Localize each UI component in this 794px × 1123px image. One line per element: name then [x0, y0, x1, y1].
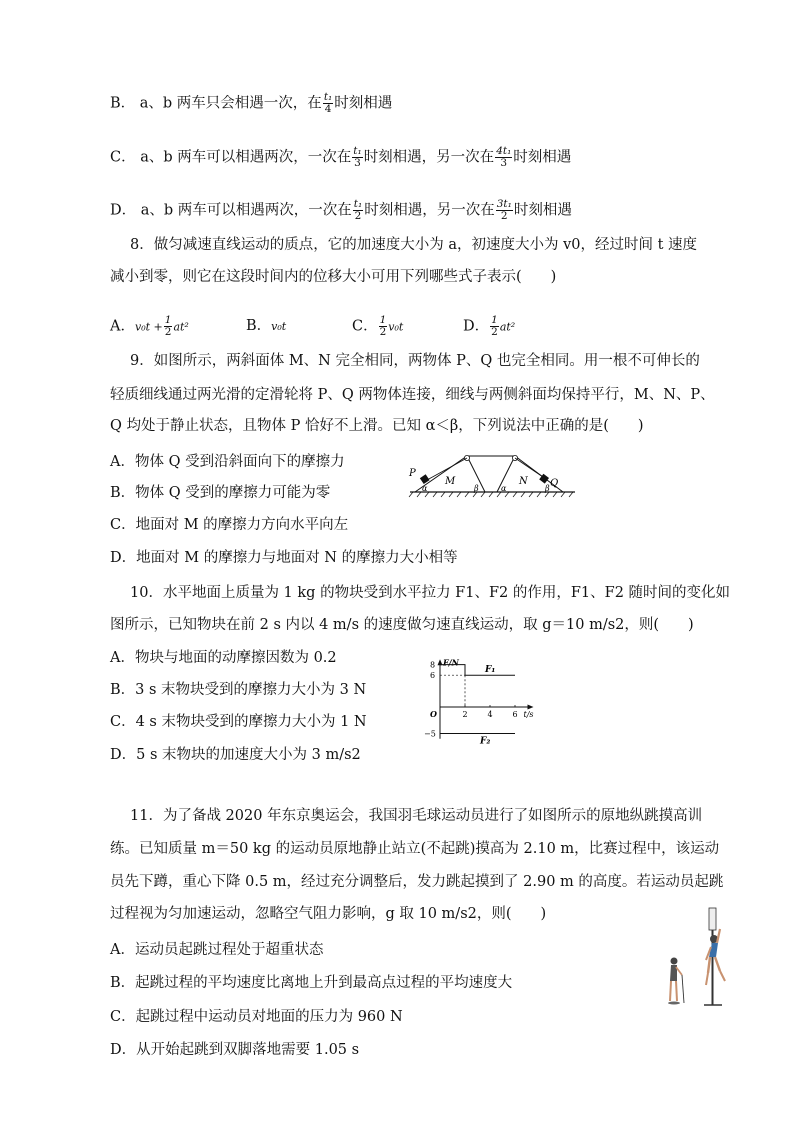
label-m: M: [445, 476, 456, 487]
x-tick-label: 6: [512, 710, 518, 719]
label-beta-m: β: [474, 484, 479, 493]
label-n: N: [519, 476, 528, 487]
q8-option-a: A．v₀t + $\frac{1}{2}$ at²: [110, 314, 189, 338]
q8-stem-line2: 减小到零，则它在这段时间内的位移大小可用下列哪些式子表示( ): [110, 269, 557, 285]
fraction: $\frac{\text{4t₁}}{3}$: [496, 145, 512, 169]
q11-option-a: A．运动员起跳过程处于超重状态: [110, 942, 324, 958]
q9-option-c: C．地面对 M 的摩擦力方向水平向左: [110, 517, 349, 533]
label-alpha-n: α: [501, 484, 507, 493]
q8-option-c: C． $\frac{1}{2}$ v₀t: [352, 314, 404, 338]
fraction: $\frac{\text{t₁}}{2}$: [353, 198, 363, 222]
q8-stem-line1: 8．做匀减速直线运动的质点，它的加速度大小为 a，初速度大小为 v0，经过时间 t 速度: [130, 237, 698, 253]
q8-option-b: B．v₀t: [246, 318, 287, 334]
q10-option-d: D．5 s 末物块的加速度大小为 3 m/s2: [110, 747, 361, 763]
label-q: Q: [550, 478, 559, 489]
fraction: $\frac{\text{t₁}}{3}$: [353, 145, 362, 169]
y-tick-label: 6: [430, 671, 436, 681]
fraction: $\frac{\text{t₁}}{4}$: [323, 91, 333, 115]
label-beta-n: β: [545, 484, 550, 493]
q11-option-d: D．从开始起跳到双脚落地需要 1.05 s: [110, 1042, 360, 1058]
q9-incline-figure: [405, 452, 580, 502]
series-label-2: F₂: [480, 736, 491, 747]
q9-option-b: B．物体 Q 受到的摩擦力可能为零: [110, 485, 331, 501]
y-axis-label: F/N: [443, 657, 459, 668]
q9-stem-line3: Q 均处于静止状态，且物体 P 恰好不上滑。已知 α＜β，下列说法中正确的是( ): [110, 418, 644, 434]
q11-stem-line4: 过程视为匀加速运动，忽略空气阻力影响，g 取 10 m/s2，则( ): [110, 906, 547, 922]
q9-stem-line1: 9．如图所示，两斜面体 M、N 完全相同，两物体 P、Q 也完全相同。用一根不可伸长的: [130, 353, 700, 369]
q11-stem-line2: 练。已知质量 m＝50 kg 的运动员原地静止站立(不起跳)摸高为 2.10 m，比赛过程中，该运动: [110, 841, 720, 857]
q9-option-a: A．物体 Q 受到沿斜面向下的摩擦力: [110, 454, 345, 470]
q9-option-d: D．地面对 M 的摩擦力与地面对 N 的摩擦力大小相等: [110, 550, 458, 566]
q10-option-b: B．3 s 末物块受到的摩擦力大小为 3 N: [110, 682, 367, 698]
x-axis-arrow: [528, 705, 534, 710]
origin-label: O: [430, 709, 437, 719]
q11-stem-line1: 11．为了备战 2020 年东京奥运会，我国羽毛球运动员进行了如图所示的原地纵跳摸高训: [130, 808, 703, 824]
q7-option-c: C． a、b 两车可以相遇两次，一次在 $\frac{\text{t₁}}{3}$ 时刻相遇，另一次在 $\frac{\text{4t₁}}{3}$ 时刻相遇: [110, 145, 572, 169]
series-label-1: F₁: [485, 665, 496, 676]
y-tick-label: 8: [430, 660, 436, 670]
x-tick-label: 2: [462, 710, 468, 719]
q9-stem-line2: 轻质细线通过两光滑的定滑轮将 P、Q 两物体连接，细线与两侧斜面均保持平行，M、N、P、: [110, 387, 715, 403]
q10-option-a: A．物块与地面的动摩擦因数为 0.2: [110, 650, 337, 666]
q11-option-c: C．起跳过程中运动员对地面的压力为 960 N: [110, 1009, 403, 1025]
q11-jump-illustration: [662, 905, 737, 1015]
q8-option-d: D． $\frac{1}{2}$ at²: [463, 314, 516, 338]
q10-force-time-chart: [418, 640, 578, 750]
q7-option-b: B． a、b 两车只会相遇一次，在 $\frac{\text{t₁}}{4}$ 时刻相遇: [110, 91, 393, 115]
q11-stem-line3: 员先下蹲，重心下降 0.5 m，经过充分调整后，发力跳起摸到了 2.90 m 的高度。若运动员起跳: [110, 874, 724, 890]
q10-option-c: C．4 s 末物块受到的摩擦力大小为 1 N: [110, 714, 367, 730]
fraction: $\frac{\text{3t₁}}{2}$: [496, 198, 512, 222]
label-p: P: [409, 468, 416, 479]
label-alpha-m: α: [422, 484, 428, 493]
x-axis-label: t/s: [523, 710, 534, 719]
x-tick-label: 4: [487, 710, 493, 719]
q10-stem-line1: 10．水平地面上质量为 1 kg 的物块受到水平拉力 F1、F2 的作用，F1、F2 随时间的变化如: [130, 585, 731, 601]
q11-option-b: B．起跳过程的平均速度比离地上升到最高点过程的平均速度大: [110, 975, 513, 991]
q7-option-d: D． a、b 两车可以相遇两次，一次在 $\frac{\text{t₁}}{2}$ 时刻相遇，另一次在 $\frac{\text{3t₁}}{2}$ 时刻相遇: [110, 198, 572, 222]
y-tick-label: −5: [424, 729, 436, 739]
q10-stem-line2: 图所示，已知物块在前 2 s 内以 4 m/s 的速度做匀速直线运动，取 g＝10 m/s2，则( ): [110, 617, 694, 633]
